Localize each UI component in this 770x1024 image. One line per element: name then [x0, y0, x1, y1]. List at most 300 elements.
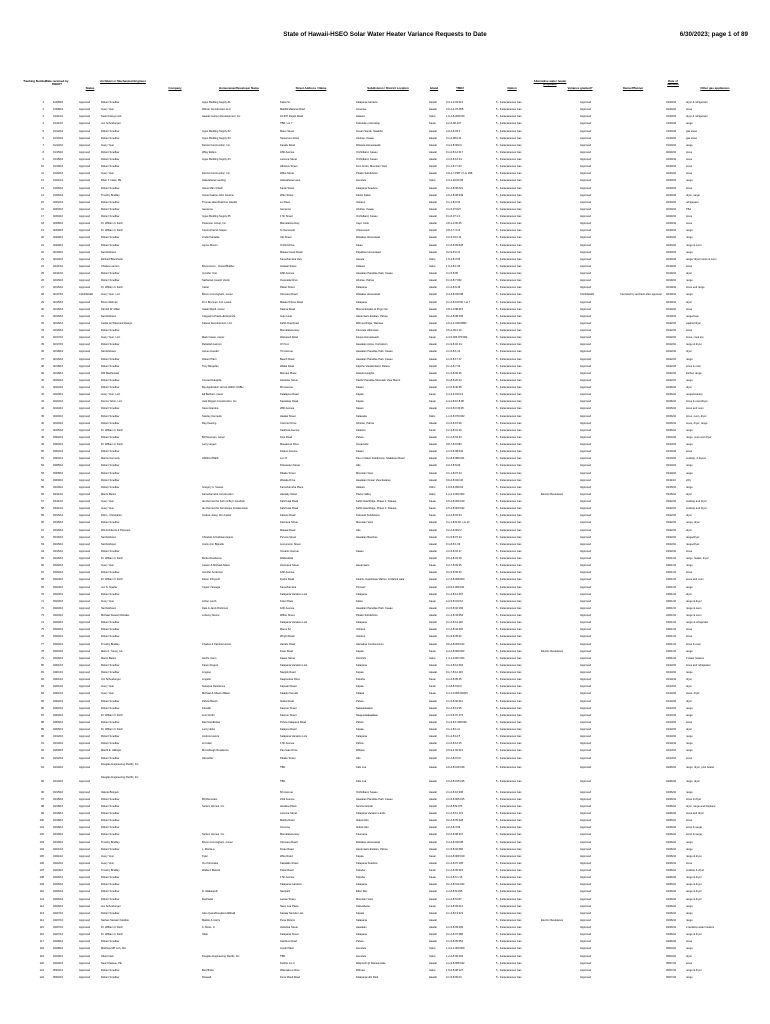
- other-gas-cell: range/cooktop: [686, 393, 703, 397]
- option-cell: 5 - Instantaneous Gas: [496, 742, 522, 746]
- variance-granted-cell: Approved: [580, 357, 592, 361]
- option-cell: 5 - Instantaneous Gas: [496, 790, 522, 794]
- status-cell: Approved: [79, 713, 91, 717]
- architect-cell: Neil Ericksen: [101, 606, 117, 610]
- status-cell: Approved: [79, 833, 91, 837]
- other-gas-cell: stove: [686, 450, 693, 454]
- status-cell: Approved: [79, 797, 91, 801]
- developer-cell: Bill Remedes: [202, 797, 218, 801]
- island-cell: Kauai: [429, 599, 436, 603]
- other-gas-cell: stove: [686, 172, 693, 176]
- other-gas-cell: range & dryer: [686, 897, 702, 901]
- tmk-cell: 3-1-2-8:08:021: [446, 186, 464, 190]
- status-cell: Approved: [79, 961, 91, 965]
- other-gas-cell: stove & range: [686, 826, 703, 830]
- tracking-number-cell: 79: [41, 656, 44, 660]
- island-cell: Hawaii: [429, 250, 437, 254]
- date-received-cell: 03/11/10: [53, 492, 63, 496]
- status-cell: Approved: [79, 414, 91, 418]
- island-cell: Hawaii: [429, 343, 437, 347]
- street-address-cell: TBD: [280, 779, 286, 783]
- status-cell: Approved: [79, 812, 91, 815]
- decision-date-cell: 02/22/10: [666, 364, 677, 368]
- header-subdivision: Subdivision / District Location: [367, 86, 409, 90]
- option-cell: 5 - Instantaneous Gas: [496, 300, 522, 304]
- status-cell: Approved: [79, 954, 91, 958]
- street-address-cell: Ocomoa: [280, 826, 290, 830]
- option-cell: 5 - Instantaneous Gas: [496, 443, 522, 446]
- street-address-cell: Orchid Drive: [280, 243, 295, 247]
- tracking-number-cell: 19: [41, 229, 44, 233]
- tracking-number-cell: 119: [39, 954, 44, 958]
- subdivision-cell: Hawaiian: [356, 926, 367, 929]
- tracking-number-cell: 73: [41, 614, 44, 617]
- street-address-cell: Kuau Road: [280, 649, 293, 653]
- street-address-cell: Hanlady Street: [280, 492, 298, 496]
- decision-date-cell: 02/22/10: [666, 371, 677, 375]
- other-gas-cell: TBA: [686, 207, 692, 211]
- tmk-cell: 3-1-2-8:44:026: [446, 628, 464, 632]
- table-row: [0, 398, 770, 405]
- tmk-cell: 3-1-4-8:13:021: [446, 911, 464, 915]
- date-received-cell: 02/11/10: [53, 272, 63, 275]
- decision-date-cell: 03/22/10: [666, 535, 677, 539]
- option-cell: 5 - Instantaneous Gas: [496, 847, 522, 851]
- street-address-cell: Oceanic Avenue: [280, 549, 299, 553]
- date-received-cell: 02/10/10: [52, 257, 64, 261]
- variance-granted-cell: Approved: [580, 350, 592, 354]
- street-address-cell: Mamalahoa Hwy: [280, 222, 300, 226]
- island-cell: Kauai: [429, 692, 436, 696]
- developer-cell: Ingus Building Supply #5: [202, 215, 231, 218]
- status-cell: Approved: [79, 435, 91, 439]
- island-cell: Hawaii: [429, 926, 437, 929]
- tmk-cell: 3-6-4-8:03:19: [446, 557, 462, 560]
- variance-table: [0, 99, 770, 981]
- option-cell: 5 - Instantaneous Gas: [496, 897, 522, 901]
- tracking-number-cell: 96: [41, 790, 44, 794]
- variance-granted-cell: Approved: [580, 779, 592, 783]
- street-address-cell: Kalapua Road: [280, 728, 297, 731]
- option-cell: 5 - Instantaneous Gas: [496, 826, 522, 830]
- option-cell: 5 - Instantaneous Gas: [496, 947, 522, 951]
- island-cell: Hawaii: [429, 749, 437, 753]
- date-received-cell: 02/02/10: [52, 200, 64, 204]
- option-cell: 5 - Instantaneous Gas: [496, 599, 522, 603]
- street-address-cell: 17th Street: [280, 215, 293, 218]
- island-cell: Oahu: [429, 485, 436, 489]
- developer-cell: Glen Quan/Douglas Hilditsall: [202, 911, 236, 915]
- variance-granted-cell: Approved: [580, 671, 592, 674]
- status-cell: Approved: [79, 485, 91, 489]
- other-gas-cell: range & dryer: [686, 343, 702, 347]
- architect-cell: Neil Ericksen: [101, 535, 117, 539]
- tracking-number-cell: 12: [41, 179, 44, 183]
- table-row: [0, 434, 770, 441]
- developer-cell: Settem Homes, Inc.: [202, 833, 225, 837]
- street-address-cell: TBD: [280, 954, 286, 958]
- date-received-cell: 02/17/10: [52, 336, 64, 340]
- island-cell: Hawaii: [429, 883, 437, 887]
- island-cell: Oahu: [429, 656, 436, 660]
- developer-cell: Ian Dennett for John & Bryn Goodwin: [202, 500, 245, 503]
- variance-granted-cell: Approved: [580, 414, 592, 418]
- header-tmk: TMK#: [456, 86, 464, 90]
- variance-granted-cell: Approved: [580, 421, 592, 425]
- date-received-cell: 03/04/10: [52, 457, 64, 461]
- other-gas-cell: range & dryer: [686, 933, 702, 937]
- table-row: [0, 555, 770, 562]
- tmk-cell: 4-4-6-003:070:062: [446, 336, 468, 340]
- other-gas-cell: range: [686, 847, 693, 851]
- option-cell: 5 - Instantaneous Gas: [496, 222, 522, 226]
- status-cell: Approved: [79, 728, 91, 731]
- architect-cell: Neil Ericksen: [101, 542, 117, 546]
- architect-cell: Robert Smellow: [101, 756, 120, 760]
- variance-granted-cell: Approved: [580, 193, 592, 197]
- status-cell: Approved: [79, 193, 91, 197]
- status-cell: Approved: [79, 756, 91, 760]
- architect-cell: Dr. William C Fisch: [101, 286, 123, 290]
- option-cell: 5 - Instantaneous Gas: [496, 179, 522, 183]
- island-cell: Hawaii: [429, 933, 437, 937]
- developer-cell: Kyler: [202, 854, 208, 858]
- variance-granted-cell: Approved: [580, 897, 592, 901]
- street-address-cell: Wanoped Road: [280, 336, 298, 340]
- tmk-cell: 3-5-9-4:02:013: [446, 749, 464, 753]
- tmk-cell: 3-1-2-8:012:034: [446, 883, 465, 887]
- architect-cell: Robert Smellow: [101, 847, 120, 851]
- tracking-number-cell: 70: [41, 592, 44, 596]
- architect-cell: Robert Smellow: [101, 897, 120, 901]
- table-row: [0, 441, 770, 448]
- table-row: [0, 185, 770, 192]
- table-row: [0, 839, 770, 846]
- architect-cell: Avery Youn: [101, 692, 115, 696]
- date-received-cell: 02/16/10: [52, 307, 64, 311]
- subdivision-cell: Wiilaua: [356, 749, 365, 753]
- table-row: [0, 755, 770, 762]
- option-cell: 5 - Instantaneous Gas: [496, 521, 522, 525]
- other-gas-cell: range & oven: [686, 243, 702, 247]
- decision-date-cell: 04/01/10: [666, 592, 677, 596]
- tmk-cell: 3-2-9-8:0:41: [446, 250, 461, 254]
- tmk-cell: 4-1-3-8:6:1:15: [446, 876, 463, 880]
- variance-granted-cell: Approved: [580, 940, 592, 944]
- decision-date-cell: 03/22/10: [666, 549, 677, 553]
- tmk-cell: 4-2-3-8:01:10: [446, 428, 462, 432]
- subdivision-cell: Waiauia Homesteads: [356, 143, 381, 147]
- developer-cell: Detroit Construction, Inc.: [202, 143, 231, 147]
- decision-date-cell: 02/26/10: [666, 421, 677, 425]
- subdivision-cell: Kalapana: [356, 735, 367, 739]
- other-gas-cell: range: [686, 143, 693, 147]
- decision-date-cell: 03/15/10: [666, 492, 677, 496]
- header-date-decision: Date of decision: [667, 79, 679, 87]
- option-cell: 5 - Instantaneous Gas: [496, 735, 522, 739]
- subdivision-cell: Pikake Subdivision: [356, 172, 378, 176]
- tracking-number-cell: 121: [39, 968, 44, 972]
- subdivision-cell: Kaupa Homesteads: [356, 336, 379, 340]
- option-cell: 5 - Instantaneous Gas: [496, 286, 522, 290]
- table-row: [0, 192, 770, 199]
- date-received-cell: 02/18/10: [52, 371, 64, 375]
- other-gas-cell: range & dryer: [686, 876, 702, 880]
- table-row: [0, 562, 770, 569]
- table-row: [0, 598, 770, 605]
- option-cell: 5 - Instantaneous Gas: [496, 528, 522, 532]
- tmk-cell: 3-9-2-7:PMT 2 Lot 16B: [446, 172, 473, 176]
- decision-date-cell: 04/01/10: [666, 557, 677, 560]
- decision-date-cell: 04/01/10: [666, 621, 677, 625]
- status-cell: Approved: [79, 869, 91, 872]
- island-cell: Kauai: [429, 685, 436, 689]
- option-cell: 5 - Instantaneous Gas: [496, 571, 522, 575]
- other-gas-cell: stove and range: [686, 286, 705, 290]
- street-address-cell: Mamalahoa Hwy: [280, 833, 300, 837]
- architect-cell: Robert Smellow: [101, 592, 120, 596]
- developer-cell: Detroit Construction, Inc.: [202, 172, 231, 176]
- other-gas-cell: range: [686, 975, 693, 979]
- developer-cell: James Hoedel: [202, 350, 219, 354]
- street-address-cell: Pikake Street: [280, 471, 296, 475]
- subdivision-cell: Hawaiian Acres, Kurtistown: [356, 343, 388, 347]
- decision-date-cell: 02/20/10: [666, 186, 677, 190]
- street-address-cell: Hookina Place: [280, 804, 297, 808]
- variance-granted-cell: Approved: [580, 528, 592, 532]
- table-row: [0, 584, 770, 591]
- tmk-cell: 4-4-3-6:013:13: [446, 393, 464, 397]
- date-received-cell: 03/16/10: [52, 549, 64, 553]
- tracking-number-cell: 46: [41, 421, 44, 425]
- street-address-cell: Pokeautun Street: [280, 464, 301, 468]
- architect-cell: Parrish W. Miller: [101, 307, 120, 311]
- variance-granted-cell: Approved: [580, 592, 592, 596]
- option-cell: 5 - Instantaneous Gas: [496, 614, 522, 617]
- table-row: [0, 676, 770, 683]
- tracking-number-cell: 104: [39, 847, 44, 851]
- status-cell: Approved: [79, 236, 91, 240]
- other-gas-cell: refrigerator: [686, 200, 699, 204]
- variance-granted-cell: Approved: [580, 890, 592, 894]
- island-cell: Kauai: [429, 122, 436, 126]
- option-cell: 5 - Instantaneous Gas: [496, 819, 522, 823]
- date-received-cell: 01/22/10: [52, 172, 64, 176]
- header-variance-granted: Variance granted?: [567, 86, 593, 90]
- architect-cell: Brian T. Hass, PE: [101, 179, 122, 183]
- street-address-cell: Kalapana Gardens: [280, 883, 302, 887]
- tracking-number-cell: 42: [41, 393, 44, 397]
- status-cell: Approved: [79, 720, 91, 724]
- status-cell: Approved: [79, 143, 91, 147]
- other-gas-cell: gas stove: [686, 136, 698, 140]
- tmk-cell: 3-4-4-8:033:08: [446, 293, 464, 297]
- date-received-cell: 02/17/10: [52, 293, 64, 297]
- option-cell: 5 - Instantaneous Gas: [496, 890, 522, 894]
- architect-cell: Robert Smellow: [101, 833, 120, 837]
- subdivision-cell: Halawa: [356, 264, 365, 268]
- variance-granted-cell: Approved: [580, 656, 592, 660]
- subdivision-cell: Hawaiian Paradise Park, Keaau: [356, 357, 393, 361]
- option-cell: 5 - Instantaneous Gas: [496, 243, 522, 247]
- status-cell: Approved: [79, 222, 91, 226]
- decision-date-cell: 02/19/10: [666, 279, 677, 283]
- subdivision-cell: Kalapana Seaview: [356, 186, 378, 190]
- tmk-cell: 4-2-5-8:013:10: [446, 599, 464, 603]
- tmk-cell: 1-3-1-9:007:004: [446, 656, 465, 660]
- option-cell: 5 - Instantaneous Gas: [496, 585, 522, 589]
- island-cell: Hawaii: [429, 471, 437, 475]
- tracking-number-cell: 69: [41, 585, 44, 589]
- island-cell: Hawaii: [429, 229, 437, 233]
- architect-cell: Avery Youn: [101, 172, 115, 176]
- subdivision-cell: Hilo: [356, 464, 361, 468]
- other-gas-cell: range & dryer: [686, 890, 702, 894]
- architect-cell: Jon Schoeberger: [101, 678, 121, 682]
- option-cell: 5 - Instantaneous Gas: [496, 628, 522, 632]
- status-cell: Approved: [79, 471, 91, 475]
- tracking-number-cell: 107: [39, 869, 44, 872]
- island-cell: Hawaii: [429, 742, 437, 746]
- table-row: [0, 277, 770, 284]
- tmk-cell: 1-6-5-8:090:04: [446, 485, 464, 489]
- tracking-number-cell: 82: [41, 678, 44, 682]
- street-address-cell: Mamalahoa Hwy: [280, 329, 300, 332]
- variance-granted-cell: Approved: [580, 840, 592, 844]
- subdivision-cell: Orchidland, Keaau: [356, 158, 378, 161]
- street-address-cell: Maliha Road: [280, 819, 295, 823]
- tmk-cell: 3-1-5-8:0:30:05: [446, 407, 464, 411]
- variance-granted-cell: Approved: [580, 706, 592, 710]
- variance-granted-cell: Approved: [580, 257, 592, 261]
- date-received-cell: 03/11/10: [53, 500, 63, 503]
- street-address-cell: Kapaia Tamuile Lots: [280, 911, 304, 915]
- street-address-cell: Kalapana Street: [280, 933, 299, 937]
- tmk-cell: 3-1-2-8:12:5: [446, 735, 461, 739]
- tmk-cell: 3-1-6-07:027: [446, 207, 461, 211]
- developer-cell: Caylet Yamagia: [202, 585, 221, 589]
- option-cell: 5 - Instantaneous Gas: [496, 933, 522, 937]
- tracking-number-cell: 98: [41, 804, 44, 808]
- developer-cell: Larry Hicks: [202, 728, 215, 731]
- table-row: [0, 527, 770, 534]
- variance-granted-cell: Approved: [580, 635, 592, 639]
- decision-date-cell: 05/04/10: [666, 954, 677, 958]
- table-row: [0, 733, 770, 740]
- option-cell: 5 - Instantaneous Gas: [496, 457, 522, 461]
- tracking-number-cell: 78: [41, 649, 44, 653]
- status-cell: Approved: [79, 272, 91, 275]
- table-row: [0, 655, 770, 662]
- option-cell: 5 - Instantaneous Gas: [496, 812, 522, 815]
- variance-granted-cell: Approved: [580, 535, 592, 539]
- date-received-cell: 04/15/10: [52, 790, 64, 794]
- architect-cell: Timothy Bradley: [101, 840, 120, 844]
- option-cell: 5 - Instantaneous Gas: [496, 535, 522, 539]
- tracking-number-cell: 100: [39, 819, 44, 823]
- variance-granted-cell: Approved: [580, 336, 592, 340]
- subdivision-cell: Hanamaulu Estates, Pahoa: [356, 847, 388, 851]
- street-address-cell: Beach Road: [280, 357, 295, 361]
- architect-cell: Robert Smellow: [101, 635, 120, 639]
- subdivision-cell: Mountain View: [356, 521, 373, 525]
- table-row: [0, 413, 770, 420]
- variance-granted-cell: Approved: [580, 954, 592, 958]
- architect-cell: Avery Youn: [101, 564, 115, 568]
- option-cell: 5 - Instantaneous Gas: [496, 918, 522, 922]
- decision-date-cell: 04/13/10: [666, 728, 677, 731]
- decision-date-cell: 02/20/10: [666, 193, 677, 197]
- option-cell: 5 - Instantaneous Gas: [496, 904, 522, 908]
- architect-cell: Avery Youn: [101, 685, 115, 689]
- variance-granted-cell: Approved: [580, 790, 592, 794]
- developer-cell: Christian & Kathleen Egner: [202, 535, 234, 539]
- subdivision-cell: Hokuku Heights: [356, 371, 375, 375]
- other-gas-cell: range: [686, 840, 693, 844]
- option-cell: 5 - Instantaneous Gas: [496, 926, 522, 929]
- variance-granted-cell: Approved: [580, 557, 592, 560]
- variance-granted-cell: Approved: [580, 854, 592, 858]
- status-cell: Approved: [79, 975, 91, 979]
- tracking-number-cell: 116: [39, 933, 44, 937]
- subdivision-cell: Volcano: [356, 635, 366, 639]
- street-address-cell: Gulu Lane: [280, 314, 292, 318]
- developer-cell: Gregory A. Soares: [202, 485, 224, 489]
- tmk-cell: 3-6-2-8:009:014: [446, 642, 465, 646]
- date-received-cell: 02/03/10: [52, 207, 64, 211]
- alt-heater-cell: Electric Resistance: [541, 492, 564, 496]
- decision-date-cell: 04/26/10: [666, 876, 677, 880]
- tracking-number-cell: 67: [41, 571, 44, 575]
- option-cell: 5 - Instantaneous Gas: [496, 706, 522, 710]
- decision-date-cell: 04/26/10: [666, 840, 677, 844]
- subdivision-cell: Kamuela Hilo/mauli: [356, 329, 379, 332]
- variance-granted-cell: Approved: [580, 314, 592, 318]
- variance-granted-cell: Approved: [580, 742, 592, 746]
- tmk-cell: 3-1-1-8:0:44: [446, 200, 461, 204]
- option-cell: 5 - Instantaneous Gas: [496, 129, 522, 133]
- status-cell: Approved: [79, 115, 91, 119]
- tmk-cell: 1-5-3-8:3:05: [446, 257, 461, 261]
- status-cell: Approved: [79, 883, 91, 887]
- street-address-cell: Pikake Street: [280, 756, 296, 760]
- subdivision-cell: Kaaau: [356, 407, 364, 411]
- tmk-cell: 4-1-3-8:05:15: [446, 678, 462, 682]
- tracking-number-cell: 66: [41, 564, 44, 568]
- street-address-cell: 10th Avenue: [280, 606, 295, 610]
- option-cell: 5 - Instantaneous Gas: [496, 364, 522, 368]
- option-cell: 5 - Instantaneous Gas: [496, 678, 522, 682]
- table-row: [0, 377, 770, 384]
- page-title: State of Hawaii-HSEO Solar Water Heater Variance Requests to Date: [283, 31, 487, 38]
- date-received-cell: 04/19/10: [52, 840, 64, 844]
- status-cell: Approved: [79, 200, 91, 204]
- variance-granted-cell: Approved: [580, 450, 592, 454]
- date-received-cell: 01/21/10: [52, 179, 64, 183]
- variance-granted-cell: Approved: [580, 766, 592, 770]
- developer-cell: Lino Dorthi: [202, 713, 215, 717]
- variance-granted-cell: Approved: [580, 861, 592, 865]
- tmk-cell: 3-1-6-8:7:032: [446, 279, 462, 283]
- architect-cell: Robert Smellow: [101, 621, 120, 625]
- table-row: [0, 462, 770, 469]
- subdivision-cell: Hawaiian Paradise Park, Keaau: [356, 350, 393, 354]
- decision-date-cell: 04/13/10: [666, 756, 677, 760]
- island-cell: Kauai: [429, 869, 436, 872]
- table-row: [0, 177, 770, 184]
- option-cell: 5 - Instantaneous Gas: [496, 766, 522, 770]
- table-row: [0, 967, 770, 974]
